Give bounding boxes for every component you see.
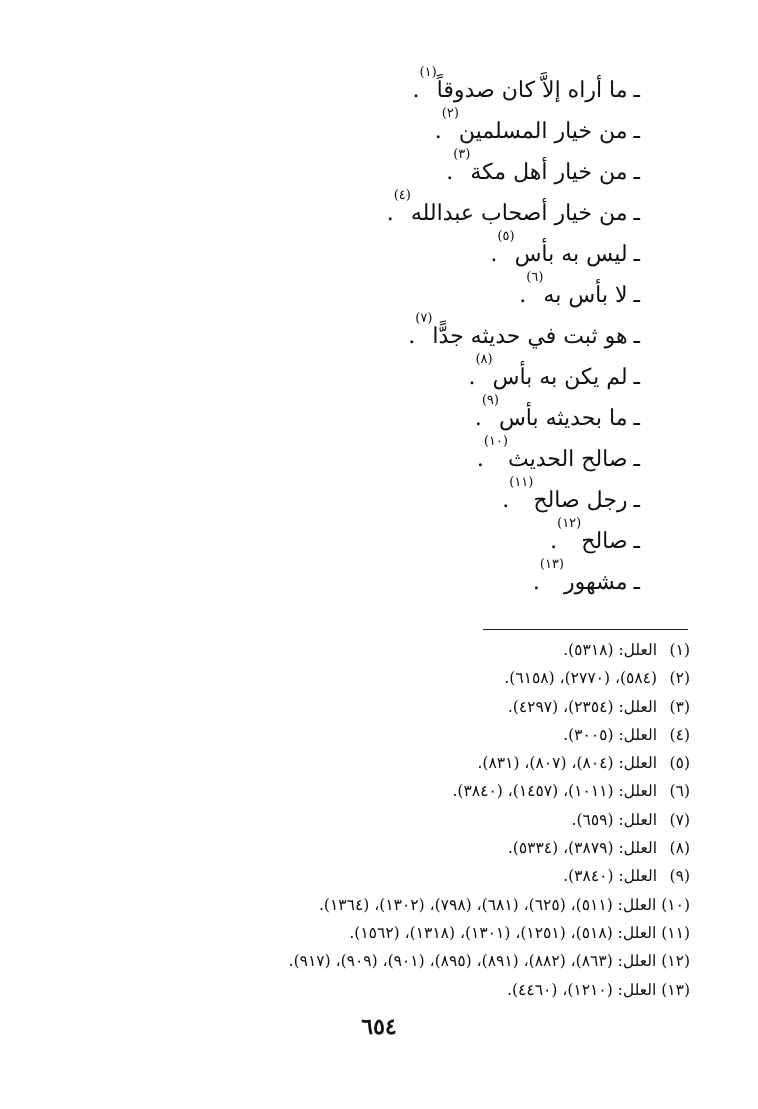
footnote-number: (٨) — [669, 839, 690, 858]
narrator-grading-list — [220, 65, 640, 603]
item-text: ما بحديثه بأس — [498, 406, 628, 431]
item-text: مشهور — [564, 570, 628, 595]
footnote-text: العلل: (١٢١٠)، (٤٤٦٠). — [507, 980, 657, 999]
footnote-ref: (٦) — [526, 270, 544, 285]
item-text: من خيار المسلمين — [458, 119, 628, 144]
footnote-text: العلل: (٦٥٩). — [571, 810, 658, 829]
footnote-ref: (١٠) — [483, 434, 508, 449]
footnote — [70, 749, 690, 777]
footnote-number: (١٣) — [661, 980, 690, 999]
footnote-ref: (٥) — [497, 229, 515, 244]
footnotes — [70, 636, 690, 1004]
footnote-text: العلل: (٥١٨)، (١٢٥١)، (١٣٠١)، (١٣١٨)، (١٥٦٢). — [349, 923, 657, 942]
list-item: ـرجل صالح$^{(١١)}$. — [502, 475, 640, 513]
list-item: ـصالح الحديث$^{(١٠)}$. — [476, 434, 640, 472]
footnote-text: العلل: (٨٠٤)، (٨٠٧)، (٨٣١). — [477, 754, 658, 773]
footnote-text: العلل: (١٠١١)، (١٤٥٧)، (٣٨٤٠). — [452, 782, 658, 801]
item-text: من خيار أهل مكة — [470, 160, 628, 185]
footnote-ref: (٩) — [481, 393, 499, 408]
footnote-number: (٢) — [669, 669, 690, 688]
footnote-number: (١) — [669, 641, 690, 659]
footnote-number: (٦) — [669, 782, 690, 801]
footnote-text: العلل: (٢٣٥٤)، (٤٢٩٧). — [507, 697, 658, 716]
footnote — [70, 721, 690, 749]
item-text: صالح الحديث — [507, 447, 628, 472]
footnote — [70, 919, 690, 947]
footnote — [70, 806, 690, 834]
footnote-text: العلل: (٥٣١٨). — [563, 641, 658, 659]
footnote — [70, 947, 690, 975]
list-item: ـمشهور$^{(١٣)}$. — [532, 557, 640, 595]
footnote-ref: (٢) — [441, 106, 459, 121]
item-text: لم يكن به بأس — [492, 365, 628, 390]
list-item: ـما أراه إلاَّ كان صدوقاً$^{(١)}$. — [412, 65, 640, 103]
footnote-text: العلل: (٨٦٣)، (٨٨٢)، (٨٩١)، (٨٩٥)، (٩٠١)، (٩٠٩)، (٩١٧). — [288, 952, 657, 971]
footnote-number: (٣) — [669, 697, 690, 716]
footnote-text: العلل: (٣٨٤٠). — [563, 867, 658, 886]
footnote-number: (٥) — [669, 754, 690, 773]
footnote — [70, 862, 690, 890]
item-text: ما أراه إلاَّ كان صدوقاً — [436, 78, 628, 103]
item-text: من خيار أصحاب عبدالله — [410, 201, 628, 226]
footnote-number: (١٢) — [661, 952, 690, 971]
item-text: لا بأس به — [543, 283, 628, 308]
footnote-number: (٩) — [669, 867, 690, 886]
list-item: ـمن خيار المسلمين$^{(٢)}$. — [434, 106, 640, 144]
item-text: هو ثبت في حديثه جدًّا — [432, 324, 628, 349]
footnote — [70, 693, 690, 721]
footnote-number: (١٠) — [661, 895, 690, 914]
list-item: ـصالح$^{(١٢)}$. — [550, 516, 640, 554]
footnote-ref: (١٢) — [557, 516, 582, 531]
footnote — [70, 891, 690, 919]
page-number: ٦٥٤ — [361, 1014, 397, 1040]
footnote — [70, 664, 690, 692]
footnote-ref: (١٣) — [539, 557, 564, 572]
footnote — [70, 976, 690, 1004]
footnote — [70, 777, 690, 805]
item-text: ليس به بأس — [514, 242, 628, 267]
footnote-text: العلل: (٥١١)، (٦٢٥)، (٦٨١)، (٧٩٨)، (١٣٠٢)، (١٣٦٤). — [319, 895, 657, 914]
footnote-number: (٤) — [669, 725, 690, 744]
list-item: ـهو ثبت في حديثه جدًّا$^{(٧)}$. — [408, 311, 640, 349]
item-text: رجل صالح — [533, 488, 628, 513]
footnote-ref: (٤) — [393, 188, 411, 203]
footnote-divider — [483, 629, 688, 630]
list-item: ـليس به بأس$^{(٥)}$. — [490, 229, 640, 267]
footnote-ref: (٨) — [475, 352, 493, 367]
footnote-ref: (١) — [419, 65, 437, 80]
footnote-number: (٧) — [669, 810, 690, 829]
footnote — [70, 636, 690, 664]
list-item: ـما بحديثه بأس$^{(٩)}$. — [474, 393, 640, 431]
list-item: ـلم يكن به بأس$^{(٨)}$. — [468, 352, 640, 390]
footnote — [70, 834, 690, 862]
footnote-text: العلل: (٣٨٧٩)، (٥٣٣٤). — [507, 839, 658, 858]
list-item: ـمن خيار أصحاب عبدالله$^{(٤)}$. — [386, 188, 640, 226]
footnote-number: (١١) — [661, 923, 690, 942]
list-item: ـلا بأس به$^{(٦)}$. — [519, 270, 640, 308]
footnote-ref: (٣) — [453, 147, 471, 162]
footnote-text: (٥٨٤)، (٢٧٧٠)، (٦١٥٨). — [504, 669, 658, 688]
footnote-ref: (١١) — [509, 475, 534, 490]
footnote-ref: (٧) — [415, 311, 433, 326]
list-item: ـمن خيار أهل مكة$^{(٣)}$. — [446, 147, 640, 185]
footnote-text: العلل: (٣٠٠٥). — [563, 725, 658, 744]
item-text: صالح — [581, 529, 628, 554]
